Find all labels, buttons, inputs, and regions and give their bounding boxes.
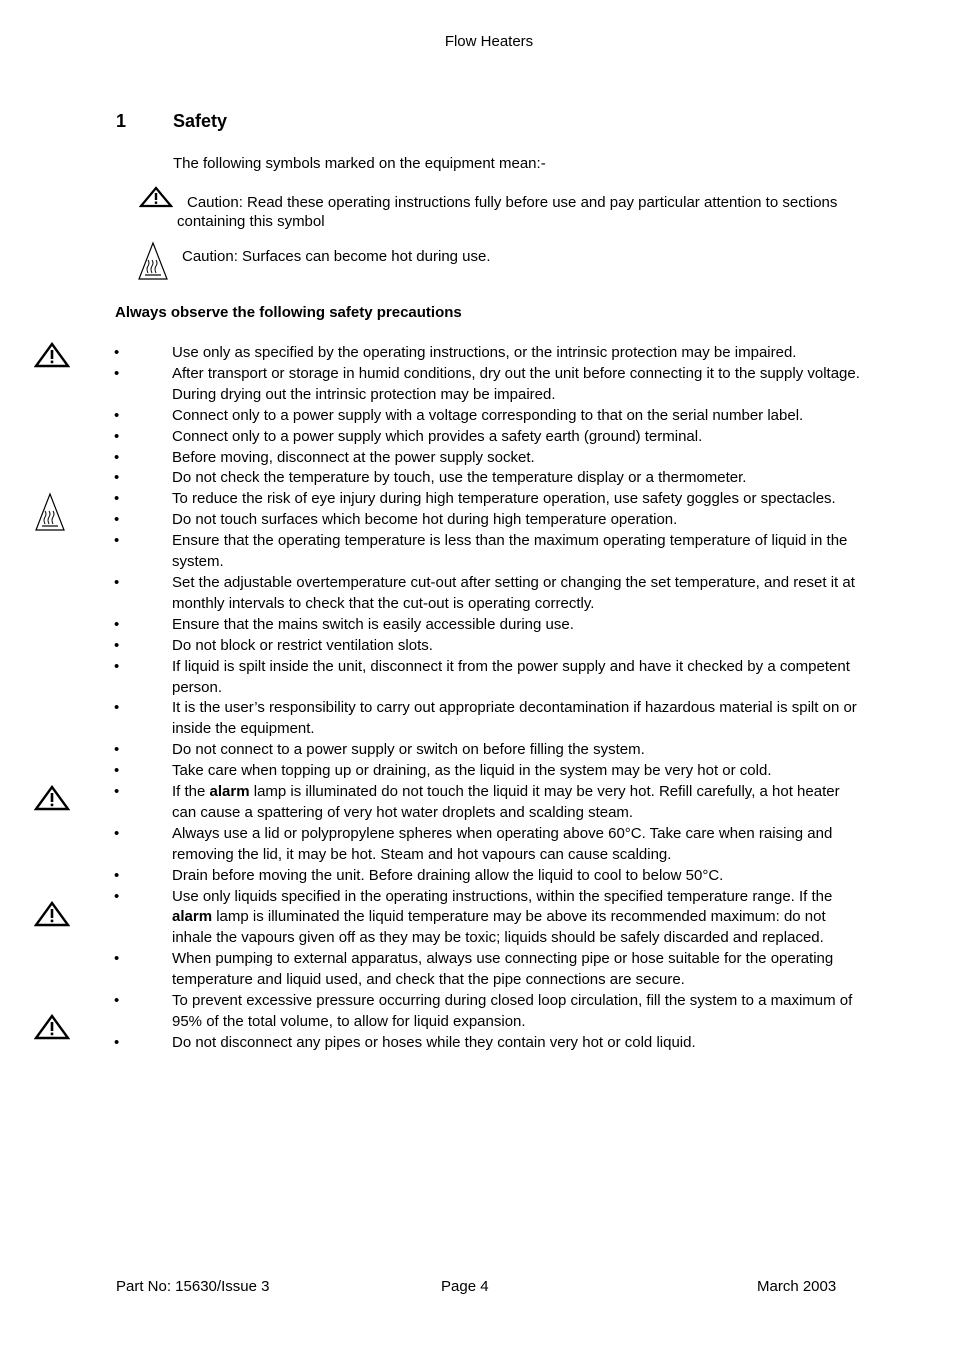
precaution-item — [0, 698, 862, 740]
bullet: • — [114, 699, 120, 717]
precaution-text: Always use a lid or polypropylene spheres when operating above 60°C. Take care when raising and removing the lid, it may be hot. Steam and hot vapours can cause scalding. — [172, 824, 833, 863]
precaution-text: To reduce the risk of eye injury during high temperature operation, use safety goggles or spectacles. — [172, 490, 836, 508]
precaution-text: Drain before moving the unit. Before draining allow the liquid to cool to below 50°C. — [172, 866, 724, 884]
precaution-item — [0, 615, 862, 636]
precaution-item — [0, 489, 862, 510]
precaution-item — [0, 824, 862, 866]
precaution-item — [0, 657, 862, 699]
precaution-text: Do not block or restrict ventilation slots. — [172, 636, 433, 654]
bullet: • — [114, 950, 120, 968]
warning-triangle-icon — [139, 186, 173, 208]
precautions-heading: Always observe the following safety precautions — [115, 304, 462, 321]
running-header: Flow Heaters — [444, 33, 534, 50]
precaution-emphasis: alarm — [209, 783, 250, 801]
precaution-item — [0, 1033, 862, 1054]
precaution-text: After transport or storage in humid conditions, dry out the unit before connecting it to the supply voltage. During drying out the intrinsic protection may be impaired. — [172, 364, 860, 403]
bullet: • — [114, 657, 120, 675]
bullet: • — [114, 406, 120, 424]
symbols-intro: The following symbols marked on the equipment mean:- — [173, 155, 546, 172]
bullet: • — [114, 1033, 120, 1051]
precaution-text: It is the user’s responsibility to carry out appropriate decontamination if hazardous material is spilt on or inside the equipment. — [172, 699, 857, 738]
precaution-item — [0, 468, 862, 489]
precaution-item — [0, 866, 862, 887]
precaution-text: Do not disconnect any pipes or hoses while they contain very hot or cold liquid. — [172, 1033, 696, 1051]
bullet: • — [114, 636, 120, 654]
precaution-text: Do not check the temperature by touch, use the temperature display or a thermometer. — [172, 469, 747, 487]
precaution-item — [0, 782, 862, 824]
precaution-text: lamp is illuminated the liquid temperature may be above its recommended maximum: do not inhale the vapours given off as they may be toxic; liquids should be safely discarded and replaced. — [172, 908, 826, 947]
precaution-text: Connect only to a power supply which provides a safety earth (ground) terminal. — [172, 427, 703, 445]
precaution-text: Set the adjustable overtemperature cut-out after setting or changing the set temperature, and reset it at monthly intervals to check that the cut-out is operating correctly. — [172, 573, 855, 612]
bullet: • — [114, 469, 120, 487]
symbol-hot-surface-text: Caution: Surfaces can become hot during use. — [182, 248, 491, 265]
bullet: • — [114, 532, 120, 550]
footer-part-number: Part No: 15630/Issue 3 — [116, 1278, 270, 1295]
precaution-item — [0, 573, 862, 615]
footer-page-number: Page 4 — [441, 1278, 489, 1295]
precaution-item — [0, 343, 862, 364]
precaution-item — [0, 510, 862, 531]
hot-surface-icon — [137, 241, 169, 281]
precaution-text: Do not touch surfaces which become hot during high temperature operation. — [172, 511, 678, 529]
precaution-text: Ensure that the mains switch is easily accessible during use. — [172, 615, 574, 633]
bullet: • — [114, 887, 120, 905]
precaution-item — [0, 761, 862, 782]
precaution-item — [0, 364, 862, 406]
precaution-text: Take care when topping up or draining, as the liquid in the system may be very hot or cold. — [172, 762, 772, 780]
bullet: • — [114, 448, 120, 466]
precaution-text: Do not connect to a power supply or switch on before filling the system. — [172, 741, 645, 759]
precaution-item — [0, 531, 862, 573]
precaution-item — [0, 887, 862, 950]
precautions-list — [0, 343, 862, 1054]
bullet: • — [114, 573, 120, 591]
precaution-emphasis: alarm — [172, 908, 213, 926]
bullet: • — [114, 490, 120, 508]
bullet: • — [114, 615, 120, 633]
bullet: • — [114, 364, 120, 382]
bullet: • — [114, 344, 120, 361]
bullet: • — [114, 992, 120, 1010]
precaution-text: If the — [172, 783, 210, 801]
precaution-text: To prevent excessive pressure occurring during closed loop circulation, fill the system to a maximum of 95% of the total volume, to allow for liquid expansion. — [172, 992, 853, 1030]
footer-date: March 2003 — [757, 1278, 837, 1295]
precaution-text: If liquid is spilt inside the unit, disconnect it from the power supply and have it checked by a competent person. — [172, 657, 850, 696]
precaution-item — [0, 949, 862, 991]
bullet: • — [114, 824, 120, 842]
precaution-item — [0, 448, 862, 469]
precaution-item — [0, 406, 862, 427]
bullet: • — [114, 762, 120, 780]
bullet: • — [114, 511, 120, 529]
precaution-text: Connect only to a power supply with a voltage corresponding to that on the serial number label. — [172, 406, 804, 424]
bullet: • — [114, 741, 120, 759]
precaution-item — [0, 427, 862, 448]
symbol-caution-text: Caution: Read these operating instructions fully before use and pay particular attention to sections containing this symbol — [177, 194, 838, 230]
section-number: 1 — [116, 111, 127, 131]
section-title: Safety — [173, 111, 228, 131]
precaution-text: When pumping to external apparatus, always use connecting pipe or hose suitable for the operating temperature and liquid used, and check that the pipe connections are secure. — [172, 950, 834, 989]
bullet: • — [114, 783, 120, 801]
precaution-text: Use only as specified by the operating instructions, or the intrinsic protection may be impaired. — [172, 344, 797, 361]
precaution-item — [0, 991, 862, 1033]
precaution-text: lamp is illuminated do not touch the liquid it may be very hot. Refill carefully, a hot heater can cause a spattering of very hot water droplets and scalding steam. — [172, 783, 840, 821]
bullet: • — [114, 427, 120, 445]
precaution-item — [0, 636, 862, 657]
precaution-text: Before moving, disconnect at the power supply socket. — [172, 448, 535, 466]
bullet: • — [114, 866, 120, 884]
precaution-item — [0, 740, 862, 761]
precaution-text: Use only liquids specified in the operating instructions, within the specified temperature range. If the — [172, 887, 833, 905]
precaution-text: Ensure that the operating temperature is less than the maximum operating temperature of liquid in the system. — [172, 532, 848, 571]
